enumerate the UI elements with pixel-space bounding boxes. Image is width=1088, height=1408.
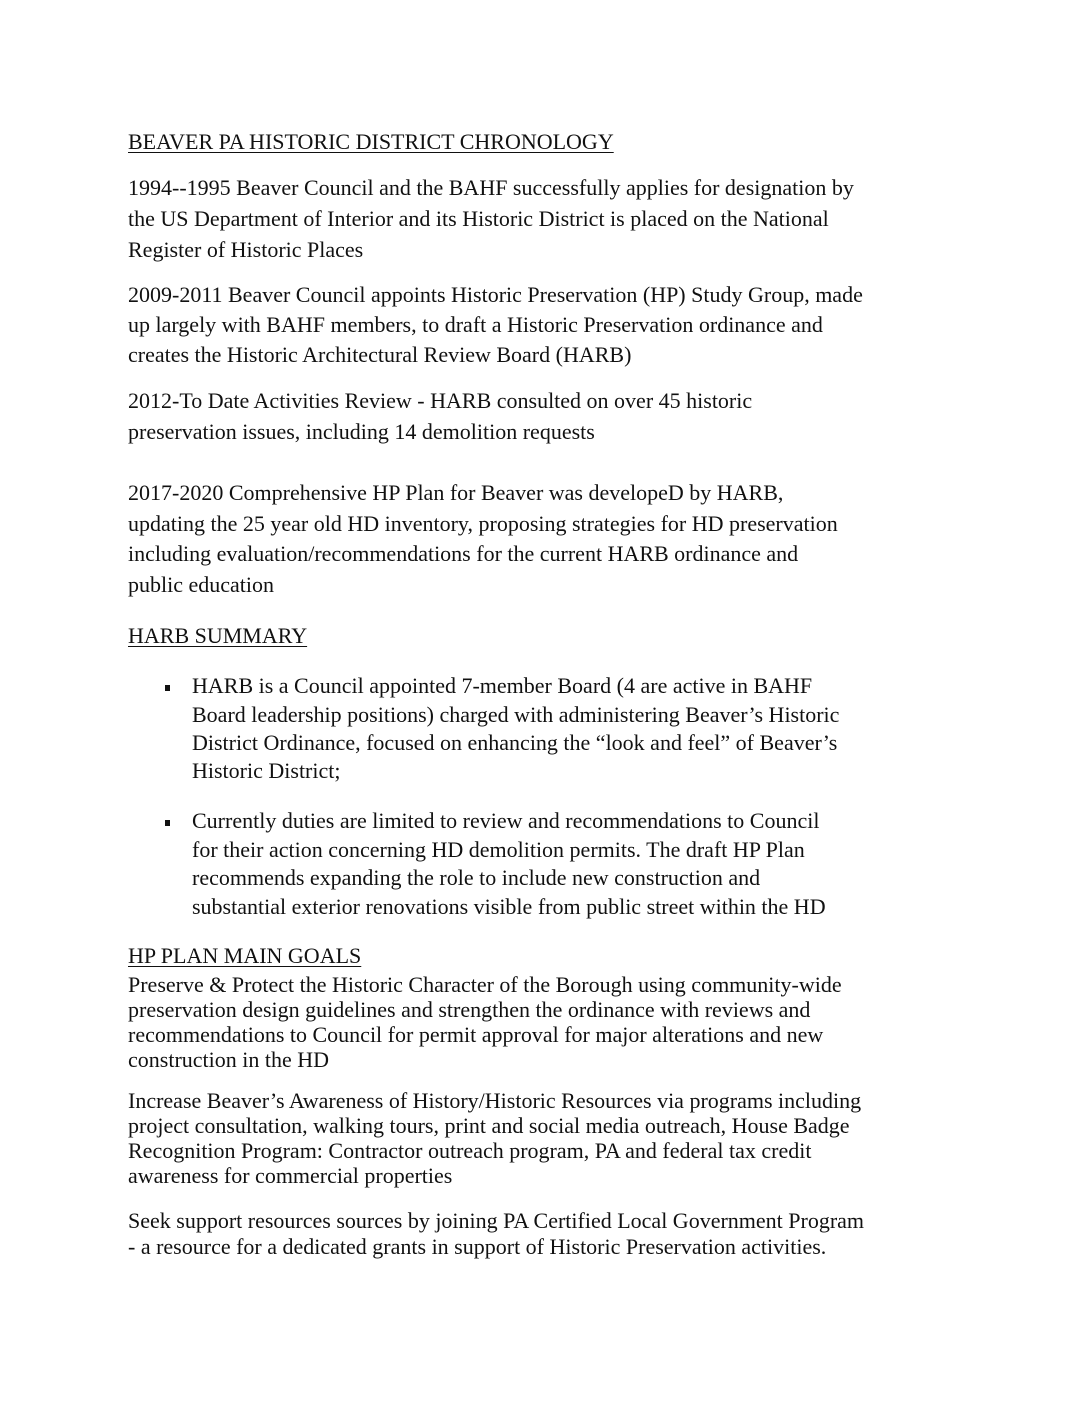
text-line: project consultation, walking tours, print and social media outreach, House Badge <box>128 1113 850 1138</box>
text-line: Increase Beaver’s Awareness of History/Historic Resources via programs including <box>128 1088 862 1113</box>
chronology-heading: BEAVER PA HISTORIC DISTRICT CHRONOLOGY <box>128 129 614 154</box>
text-line: public education <box>128 572 275 597</box>
text-line: Currently duties are limited to review and recommendations to Council <box>192 808 820 833</box>
text-line: Register of Historic Places <box>128 237 364 262</box>
text-line: including evaluation/recommendations for the current HARB ordinance and <box>128 541 799 566</box>
text-line: updating the 25 year old HD inventory, proposing strategies for HD preservation <box>128 511 838 536</box>
text-line: preservation design guidelines and strengthen the ordinance with reviews and <box>128 997 811 1022</box>
text-line: awareness for commercial properties <box>128 1163 453 1188</box>
text-line: - a resource for a dedicated grants in support of Historic Preservation activities. <box>128 1234 827 1259</box>
text-line: 2012-To Date Activities Review - HARB consulted on over 45 historic <box>128 388 753 413</box>
text-line: up largely with BAHF members, to draft a Historic Preservation ordinance and <box>128 312 823 337</box>
text-line: preservation issues, including 14 demolition requests <box>128 419 595 444</box>
harb-summary-heading: HARB SUMMARY <box>128 623 308 648</box>
text-line: District Ordinance, focused on enhancing the “look and feel” of Beaver’s <box>192 730 838 755</box>
text-line: the US Department of Interior and its Historic District is placed on the National <box>128 206 829 231</box>
text-line: substantial exterior renovations visible from public street within the HD <box>192 894 826 919</box>
text-line: Board leadership positions) charged with administering Beaver’s Historic <box>192 702 840 727</box>
text-line: Historic District; <box>192 758 341 783</box>
bullet-icon <box>165 685 170 691</box>
text-line: 1994--1995 Beaver Council and the BAHF successfully applies for designation by <box>128 175 854 200</box>
text-line: Preserve & Protect the Historic Character of the Borough using community-wide <box>128 972 842 997</box>
text-line: HARB is a Council appointed 7-member Board (4 are active in BAHF <box>192 673 813 698</box>
bullet-icon <box>165 820 170 826</box>
text-line: recommendations to Council for permit approval for major alterations and new <box>128 1022 824 1047</box>
text-line: for their action concerning HD demolition permits. The draft HP Plan <box>192 837 805 862</box>
text-line: Seek support resources sources by joining PA Certified Local Government Program <box>128 1208 865 1233</box>
text-line: creates the Historic Architectural Review Board (HARB) <box>128 342 632 367</box>
text-line: Recognition Program: Contractor outreach program, PA and federal tax credit <box>128 1138 812 1163</box>
text-line: 2017-2020 Comprehensive HP Plan for Beaver was developeD by HARB, <box>128 480 784 505</box>
text-line: construction in the HD <box>128 1047 330 1072</box>
hp-plan-goals-heading: HP PLAN MAIN GOALS <box>128 943 362 968</box>
text-line: recommends expanding the role to include new construction and <box>192 865 761 890</box>
text-line: 2009-2011 Beaver Council appoints Historic Preservation (HP) Study Group, made <box>128 282 863 307</box>
